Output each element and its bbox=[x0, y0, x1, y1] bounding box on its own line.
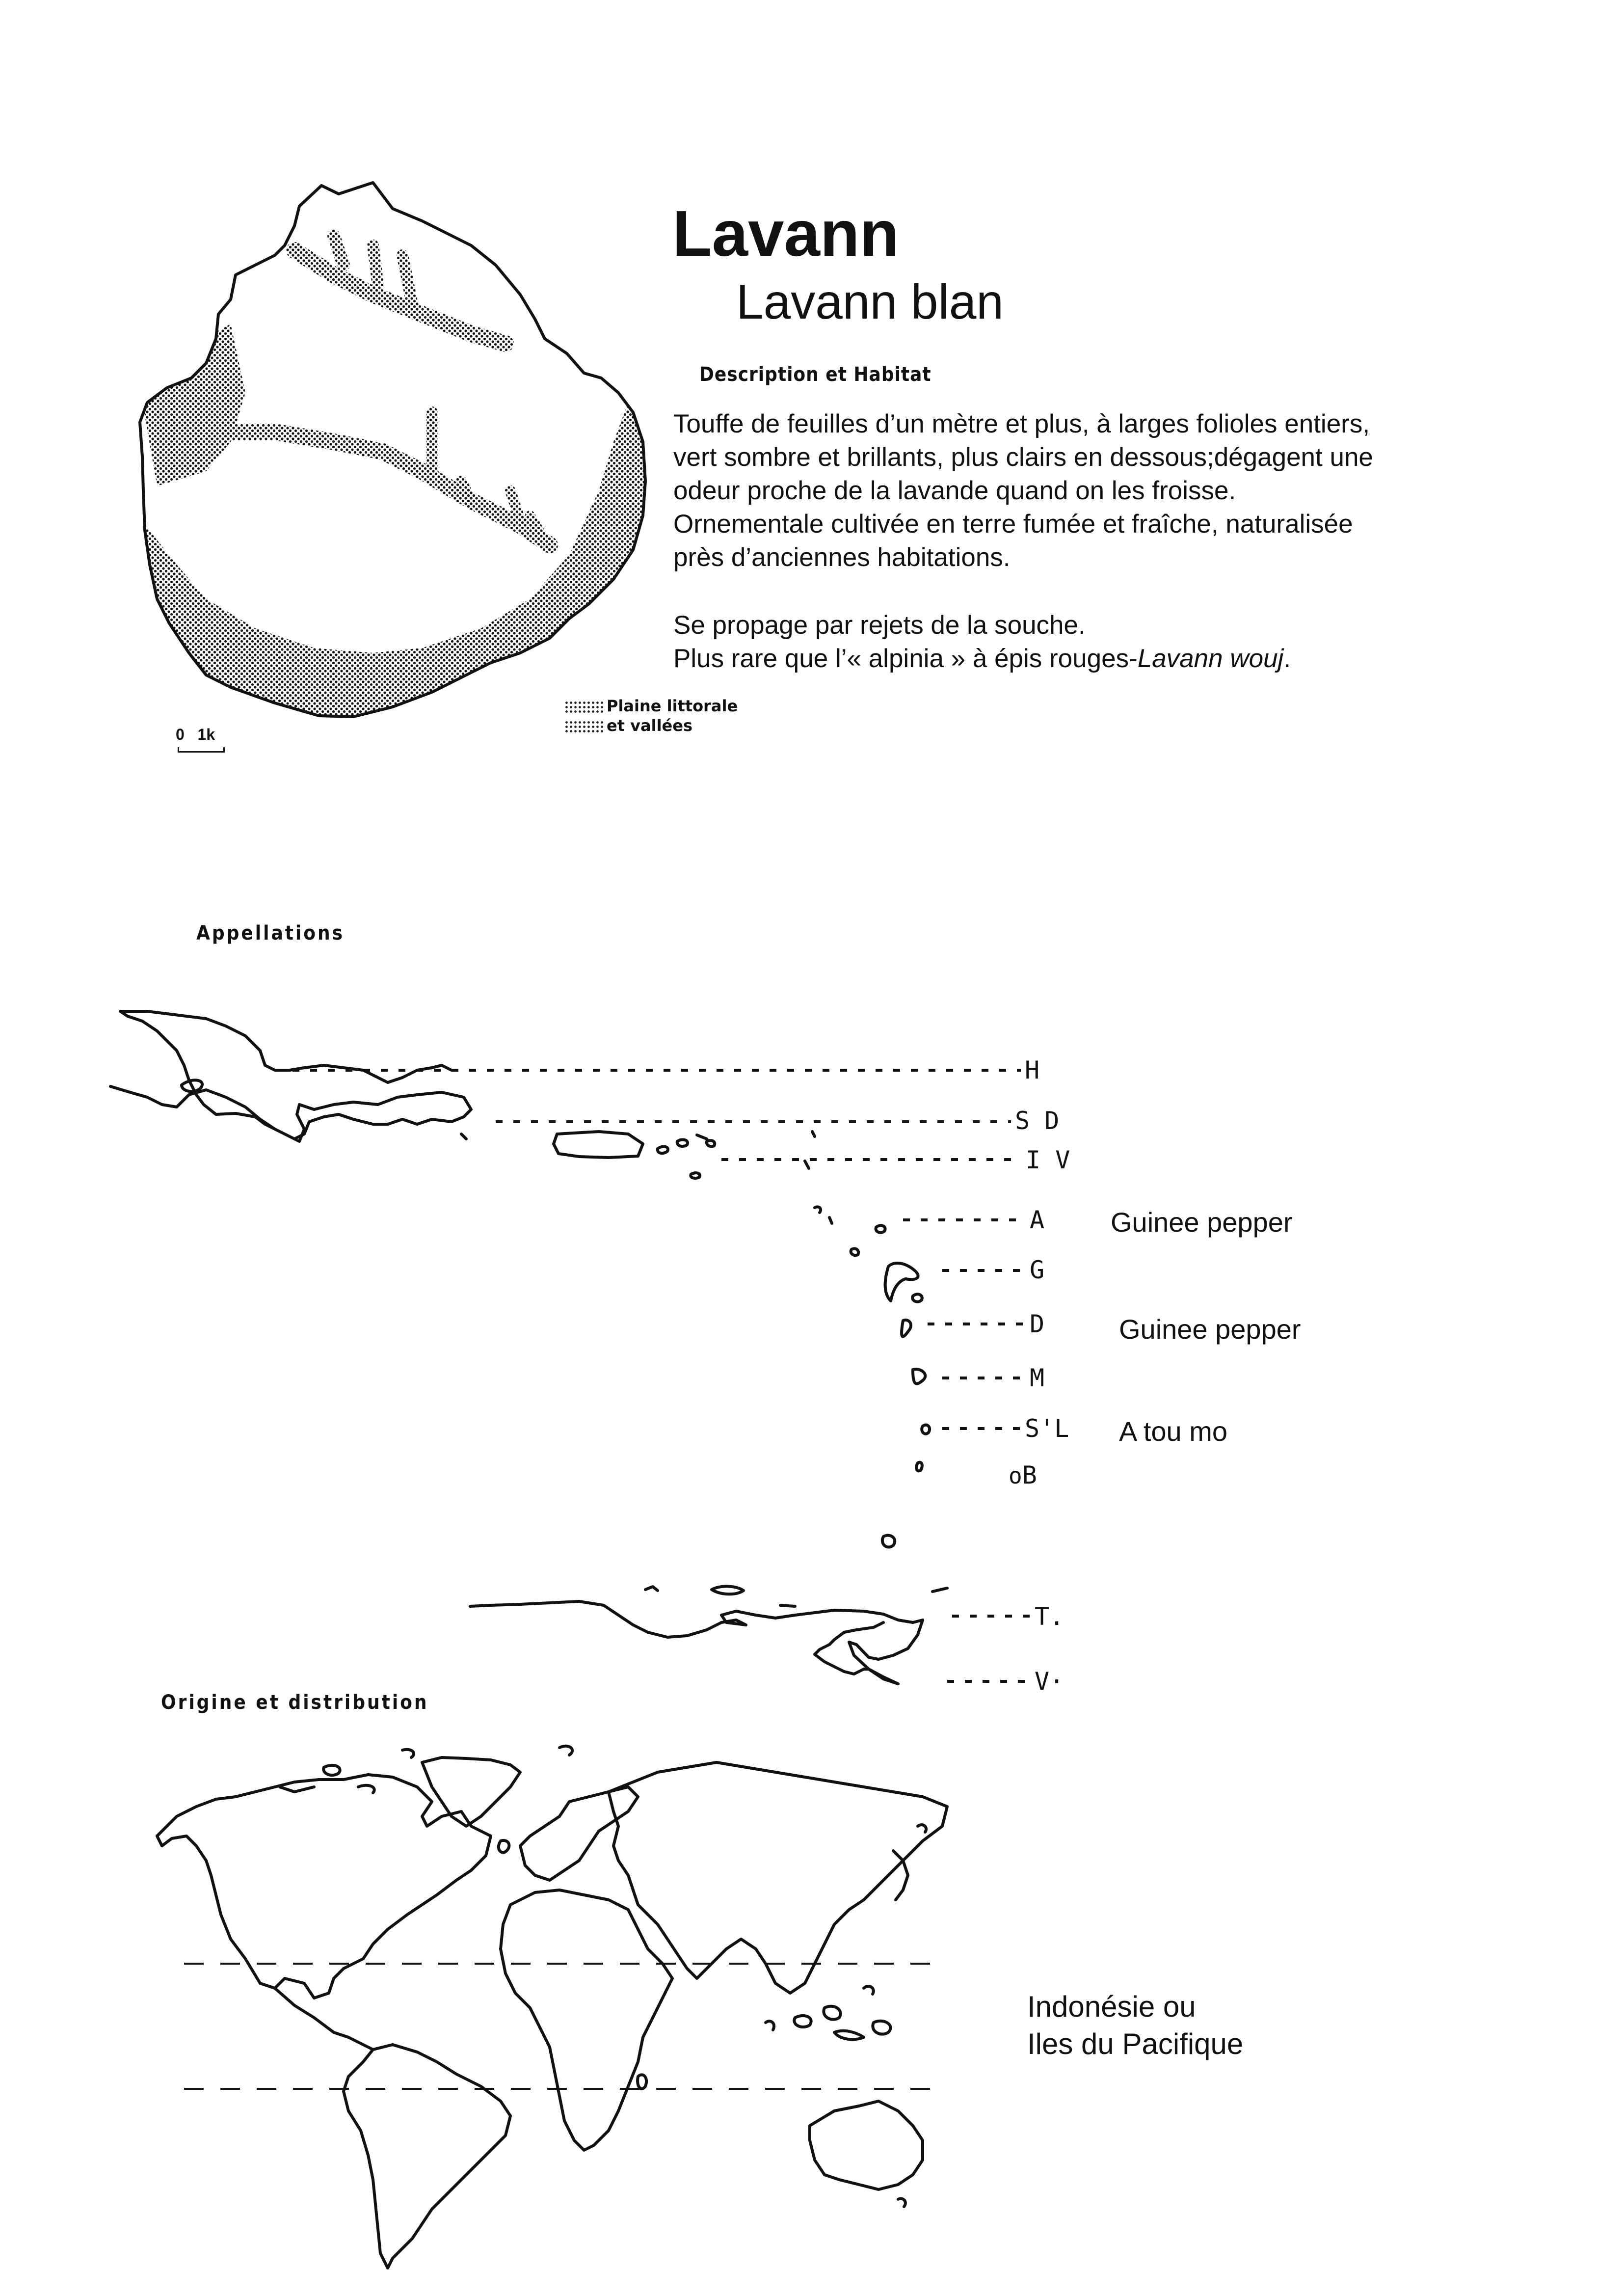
description-line: odeur proche de la lavande quand on les froisse. bbox=[673, 476, 1236, 505]
description-line: Ornementale cultivée en terre fumée et fraîche, naturalisée bbox=[673, 510, 1353, 539]
appellations-heading: Appellations bbox=[196, 922, 345, 945]
description-line: près d’anciennes habitations. bbox=[673, 543, 1011, 572]
code-d: D bbox=[1030, 1310, 1045, 1338]
code-a: A bbox=[1030, 1206, 1045, 1234]
description-line: Touffe de feuilles d’un mètre et plus, à larges folioles entiers, bbox=[673, 409, 1370, 438]
code-m: M bbox=[1030, 1364, 1045, 1392]
name-d: Guinee pepper bbox=[1119, 1314, 1301, 1345]
distribution-text bbox=[1027, 1988, 1243, 2063]
code-b: oB bbox=[1009, 1461, 1037, 1489]
name-a: Guinee pepper bbox=[1111, 1207, 1293, 1238]
code-g: G bbox=[1030, 1256, 1045, 1284]
legend-label: Plaine littorale bbox=[607, 697, 738, 715]
code-sl: S'L bbox=[1025, 1414, 1069, 1443]
code-sd: S D bbox=[1015, 1107, 1060, 1135]
code-v: V· bbox=[1035, 1667, 1064, 1696]
distribution-line: Indonésie ou bbox=[1027, 1990, 1196, 2023]
origin-heading: Origine et distribution bbox=[161, 1691, 429, 1714]
propagation-line: Se propage par rejets de la souche. bbox=[673, 611, 1086, 640]
legend-label: et vallées bbox=[607, 716, 692, 735]
italic-name: Lavann wouj bbox=[1137, 644, 1284, 673]
name-sl: A tou mo bbox=[1119, 1416, 1228, 1447]
page-title: Lavann bbox=[672, 197, 900, 270]
code-iv: I V bbox=[1026, 1146, 1070, 1174]
propagation-line: Plus rare que l’« alpinia » à épis rouges-Lavann wouj. bbox=[673, 644, 1291, 673]
page-subtitle: Lavann blan bbox=[736, 274, 1004, 329]
code-h: H bbox=[1025, 1056, 1040, 1084]
map-scale-label: 0 1k bbox=[176, 726, 215, 743]
description-line: vert sombre et brillants, plus clairs en dessous;dégagent une bbox=[673, 443, 1373, 472]
description-heading: Description et Habitat bbox=[699, 363, 931, 386]
code-t: T. bbox=[1035, 1602, 1064, 1631]
distribution-line: Iles du Pacifique bbox=[1027, 2027, 1244, 2060]
